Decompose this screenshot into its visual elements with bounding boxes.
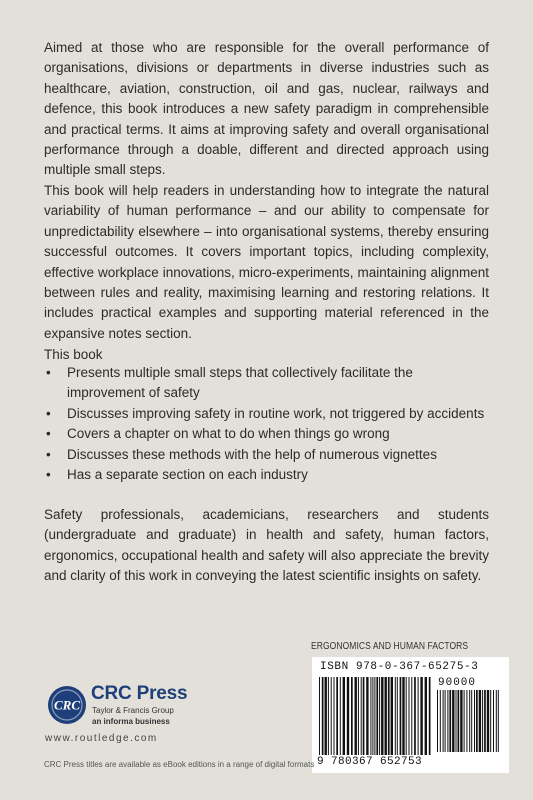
barcode-bar	[397, 677, 398, 755]
barcode-bar	[429, 677, 431, 755]
barcode-bar	[414, 677, 416, 755]
barcode-bar	[456, 690, 457, 752]
feature-list	[44, 363, 489, 485]
barcode-bar	[484, 690, 486, 752]
barcode-bar	[355, 677, 357, 755]
barcode-bar	[440, 690, 441, 752]
barcode-bar	[379, 677, 380, 755]
barcode-bar	[476, 690, 478, 752]
list-item: • Discusses these methods with the help of numerous vignettes	[44, 445, 489, 465]
ean-digits: 9 780367 652753	[317, 756, 423, 768]
barcode-bar	[406, 677, 407, 755]
price-code: 90000	[438, 677, 477, 689]
barcode-bar	[449, 690, 451, 752]
isbn-label: ISBN 978-0-367-65275-3	[320, 661, 479, 673]
barcode-bar	[340, 677, 341, 755]
barcode-bar	[400, 677, 402, 755]
barcode-bar	[464, 690, 465, 752]
barcode-bar	[425, 677, 427, 755]
barcode-bar	[452, 690, 454, 752]
barcode-bar	[474, 690, 475, 752]
barcode-bar	[471, 690, 472, 752]
barcode-bar	[391, 677, 393, 755]
publisher-tagline: an informa business	[92, 717, 170, 726]
barcode-bar	[334, 677, 335, 755]
barcode-bar	[411, 677, 412, 755]
barcode-bar	[358, 677, 359, 755]
list-item: • Presents multiple small steps that collectively facilitate the improvement of safety	[44, 363, 489, 404]
barcode-bar	[361, 677, 362, 755]
barcode-bar	[322, 677, 324, 755]
barcode-bar	[437, 690, 438, 752]
ebook-note: CRC Press titles are available as eBook editions in a range of digital formats	[44, 760, 315, 769]
barcode-bar	[496, 690, 497, 752]
description-paragraph-3: Safety professionals, academicians, researchers and students (undergraduate and graduate) in health and safety, human factors, ergonomics, occupational health and safety will also appreciate the brevity and clarity of this work in conveying the latest scientific insights on safety.	[44, 507, 489, 584]
crc-logo-icon	[47, 685, 87, 725]
barcode-bar	[490, 690, 491, 752]
barcode-bar	[347, 677, 349, 755]
barcode-bar	[402, 677, 404, 755]
publisher-name: CRC Press	[91, 683, 188, 704]
barcode-bar	[443, 690, 444, 752]
barcode-bar	[458, 690, 460, 752]
list-item: • Has a separate section on each industry	[44, 465, 489, 485]
barcode-bar	[466, 690, 467, 752]
logo-text: CRC	[53, 697, 81, 713]
barcode-bar	[363, 677, 365, 755]
barcode-bar	[319, 677, 320, 755]
barcode-bar	[376, 677, 378, 755]
barcode-bar	[460, 690, 462, 752]
barcode-bar	[366, 677, 368, 755]
barcode-bar	[395, 677, 396, 755]
barcode-bar	[370, 677, 371, 755]
publisher-website: www.routledge.com	[45, 733, 158, 744]
barcode-bar	[372, 677, 373, 755]
barcode-bar	[388, 677, 390, 755]
barcode-bar	[374, 677, 375, 755]
barcode-bar	[336, 677, 338, 755]
barcode-bar	[482, 690, 483, 752]
series-label: ERGONOMICS AND HUMAN FACTORS	[311, 641, 469, 652]
barcode-bar	[331, 677, 332, 755]
ean-barcode-bars	[318, 677, 434, 755]
barcode-bar	[487, 690, 489, 752]
barcode-bar	[351, 677, 353, 755]
barcode-bar	[418, 677, 419, 755]
barcode-bar	[479, 690, 481, 752]
barcode-bar	[381, 677, 383, 755]
barcode-bar	[420, 677, 422, 755]
barcode-bar	[325, 677, 327, 755]
barcode-bar	[343, 677, 345, 755]
isbn-barcode	[312, 657, 509, 773]
barcode-bar	[445, 690, 446, 752]
description-paragraph-1: Aimed at those who are responsible for the overall performance of organisations, divisions or departments in diverse industries such as healthcare, aviation, construction, oil and gas, nuclear, railways and defence, this book introduces a new safety paradigm in comprehensible and practical terms. It aims at improving safety and overall organisational performance through a doable, different and directed approach using multiple small steps.	[44, 40, 489, 178]
description-paragraph-2: This book will help readers in understanding how to integrate the natural variability of human performance – and our ability to compensate for unpredictability elsewhere – into organisational systems, thereby ensuring successful outcomes. It covers important topics, including complexity, effective workplace innovations, micro-experiments, maintaining alignment between rules and reality, maximising learning and restoring relations. It includes practical examples and supporting material referenced in the expansive notes section.	[44, 183, 489, 341]
barcode-bar	[385, 677, 387, 755]
addon-barcode-bars	[436, 690, 502, 752]
publisher-group: Taylor & Francis Group	[92, 706, 174, 715]
barcode-bar	[493, 690, 494, 752]
barcode-bar	[498, 690, 499, 752]
barcode-bar	[409, 677, 410, 755]
barcode-bar	[469, 690, 470, 752]
list-intro: This book	[44, 347, 103, 362]
barcode-bar	[447, 690, 448, 752]
list-item: • Discusses improving safety in routine work, not triggered by accidents	[44, 404, 489, 424]
list-item: • Covers a chapter on what to do when things go wrong	[44, 424, 489, 444]
barcode-bar	[328, 677, 329, 755]
